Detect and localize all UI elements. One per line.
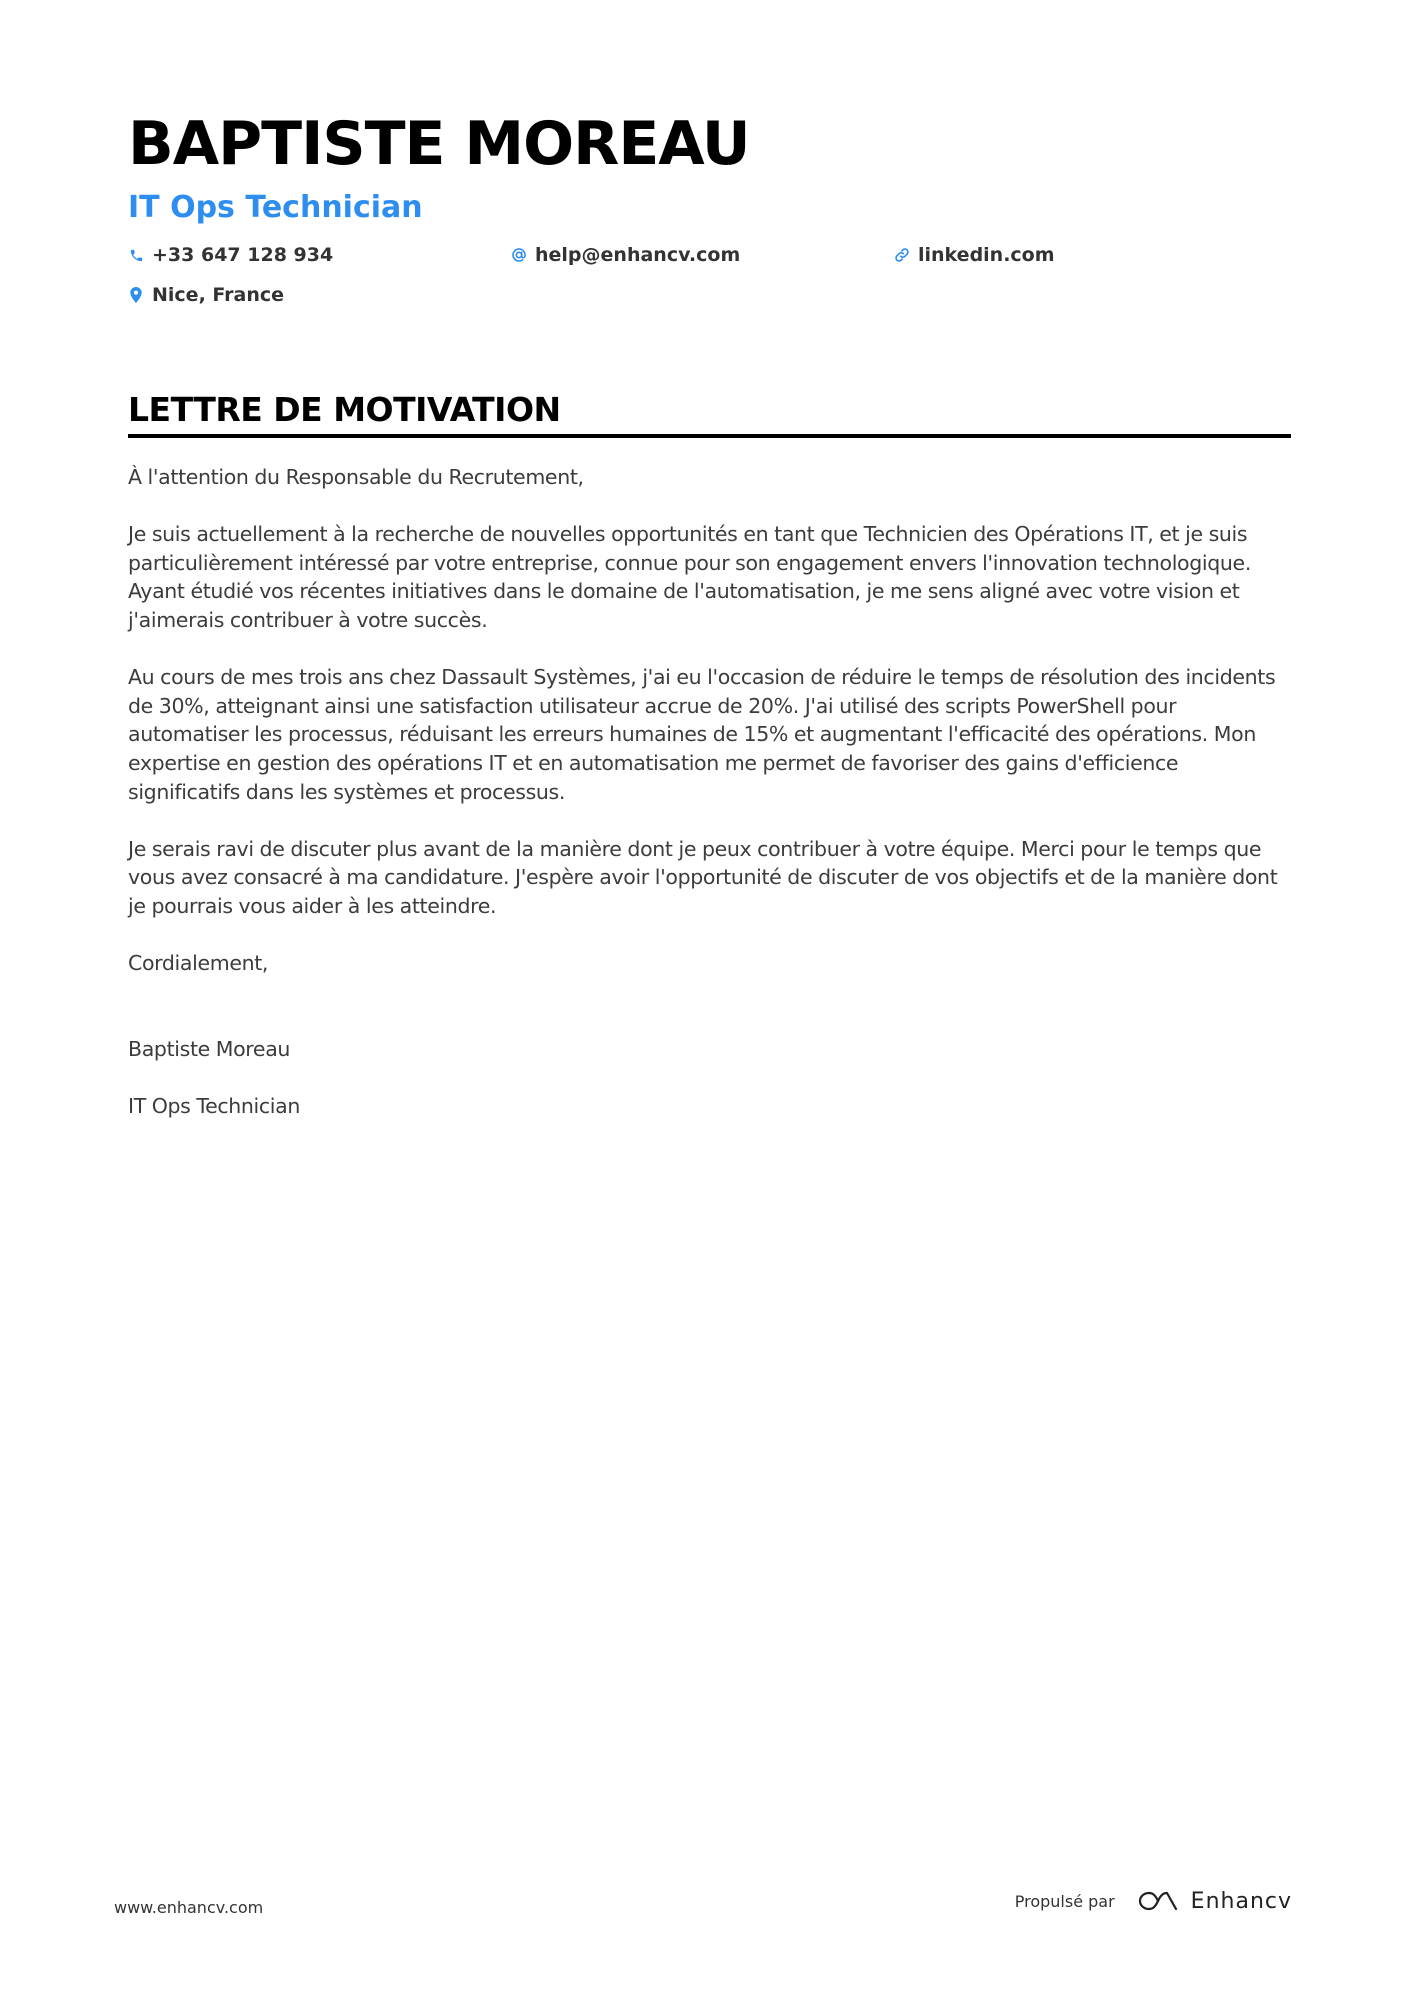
section-title: LETTRE DE MOTIVATION (128, 390, 561, 429)
contact-email[interactable] (511, 242, 894, 268)
signature-name: Baptiste Moreau (128, 1036, 291, 1061)
candidate-name: BAPTISTE MOREAU (128, 109, 750, 179)
paragraph-2: Au cours de mes trois ans chez Dassault Systèmes, j'ai eu l'occasion de réduire le temps de résolution des incidents de 30%, atteignant ainsi une satisfaction utilisateur accrue de 20%. J'ai utilisé des scripts PowerShell pour automatiser les processus, réduisant les erreurs humaines de 15% et augmentant l'efficacité des opérations. Mon expertise en gestion des opérations IT et en automatisation me permet de favoriser des gains d'efficience significatifs dans les systèmes et processus. (128, 665, 1276, 804)
footer-website[interactable]: www.enhancv.com (114, 1898, 264, 1917)
section-divider (128, 434, 1291, 438)
footer-branding[interactable] (1015, 1888, 1292, 1914)
brand-name: Enhancv (1190, 1888, 1292, 1914)
map-pin-icon (128, 287, 144, 303)
contact-location (128, 282, 511, 308)
signature-role: IT Ops Technician (128, 1093, 301, 1118)
phone-text: +33 647 128 934 (152, 244, 334, 266)
enhancv-logo-icon (1135, 1888, 1181, 1914)
link-icon (894, 247, 910, 263)
contact-phone[interactable] (128, 242, 511, 268)
powered-by-label: Propulsé par (1014, 1891, 1115, 1911)
location-text: Nice, France (152, 284, 285, 306)
linkedin-text: linkedin.com (918, 244, 1055, 266)
contact-linkedin[interactable] (894, 242, 1277, 268)
candidate-role: IT Ops Technician (128, 190, 423, 225)
at-icon (511, 247, 527, 263)
paragraph-1: Je suis actuellement à la recherche de nouvelles opportunités en tant que Technicien des Opérations IT, et je suis particulièrement intéressé par votre entreprise, connue pour son engagement envers l'innovation technologique. Ayant étudié vos récentes initiatives dans le domaine de l'automatisation, je me sens aligné avec votre vision et j'aimerais contribuer à votre succès. (128, 522, 1251, 632)
paragraph-3: Je serais ravi de discuter plus avant de la manière dont je peux contribuer à votre équipe. Merci pour le temps que vous avez consacré à ma candidature. J'espère avoir l'opportunité de discuter de vos objectifs et de la manière dont je pourrais vous aider à les atteindre. (128, 836, 1278, 918)
closing: Cordialement, (128, 951, 269, 976)
contact-info (128, 242, 1291, 308)
email-text: help@enhancv.com (535, 244, 741, 266)
phone-icon (128, 247, 144, 263)
salutation: À l'attention du Responsable du Recrutement, (128, 465, 584, 489)
letter-body (128, 463, 1291, 1120)
cover-letter-page (128, 108, 1291, 1149)
